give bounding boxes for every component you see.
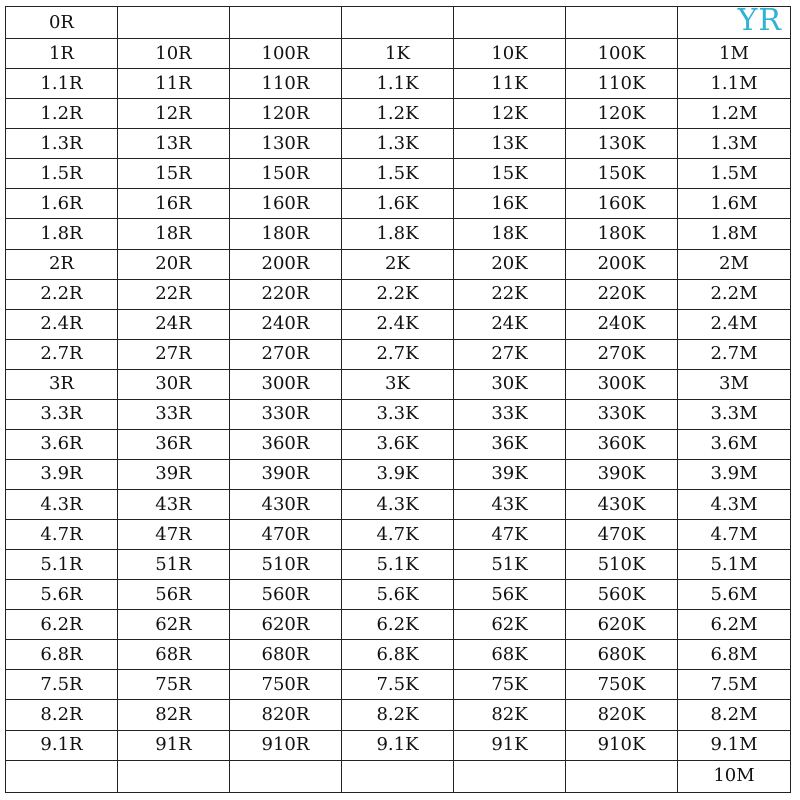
- table-cell: 51R: [118, 550, 230, 580]
- table-cell: 270K: [566, 339, 678, 369]
- table-cell: 510K: [566, 550, 678, 580]
- table-cell: 3.6M: [678, 429, 791, 459]
- table-row: [6, 730, 791, 760]
- table-cell: 750K: [566, 670, 678, 700]
- table-cell: 820R: [230, 700, 342, 730]
- table-cell: 56R: [118, 580, 230, 610]
- table-cell: 3.3M: [678, 399, 791, 429]
- table-cell: 200R: [230, 249, 342, 279]
- table-cell: 91K: [454, 730, 566, 760]
- table-row: [6, 309, 791, 339]
- table-cell: 43R: [118, 490, 230, 520]
- table-row: [6, 550, 791, 580]
- table-cell: 22K: [454, 279, 566, 309]
- table-cell: 8.2M: [678, 700, 791, 730]
- table-cell: 24K: [454, 309, 566, 339]
- table-cell: 620R: [230, 610, 342, 640]
- table-cell: 120K: [566, 99, 678, 129]
- table-cell: 39R: [118, 459, 230, 489]
- table-cell: 1.3K: [342, 129, 454, 159]
- table-cell: 1.5K: [342, 159, 454, 189]
- table-cell: 4.3R: [6, 490, 118, 520]
- table-cell: 680K: [566, 640, 678, 670]
- table-cell: 62K: [454, 610, 566, 640]
- table-cell: 18R: [118, 219, 230, 249]
- table-cell: 2.4R: [6, 309, 118, 339]
- table-cell: 10R: [118, 39, 230, 69]
- table-row: [6, 129, 791, 159]
- table-cell: 200K: [566, 249, 678, 279]
- table-cell: 160R: [230, 189, 342, 219]
- table-cell: 62R: [118, 610, 230, 640]
- table-cell: 91R: [118, 730, 230, 760]
- table-cell: 1.8R: [6, 219, 118, 249]
- table-cell: 36K: [454, 429, 566, 459]
- table-cell: 16R: [118, 189, 230, 219]
- table-cell: 1M: [678, 39, 791, 69]
- table-row: [6, 459, 791, 489]
- table-cell: 1.6R: [6, 189, 118, 219]
- table-cell: 22R: [118, 279, 230, 309]
- table-cell: 3.3K: [342, 399, 454, 429]
- table-cell: 1K: [342, 39, 454, 69]
- table-cell: 100R: [230, 39, 342, 69]
- table-cell: 11K: [454, 69, 566, 99]
- table-cell: 9.1K: [342, 730, 454, 760]
- table-cell: 1.8K: [342, 219, 454, 249]
- table-cell: 2.7K: [342, 339, 454, 369]
- table-cell: 33K: [454, 399, 566, 429]
- table-cell-logo: [678, 7, 791, 39]
- table-cell: [454, 7, 566, 39]
- table-cell: 220K: [566, 279, 678, 309]
- table-row: [6, 99, 791, 129]
- table-row: [6, 219, 791, 249]
- table-cell: 51K: [454, 550, 566, 580]
- table-row: [6, 700, 791, 730]
- table-cell: 390R: [230, 459, 342, 489]
- table-cell: [118, 760, 230, 792]
- table-cell: 300K: [566, 369, 678, 399]
- table-cell: 6.2M: [678, 610, 791, 640]
- table-cell: 430K: [566, 490, 678, 520]
- table-cell: 160K: [566, 189, 678, 219]
- table-cell: 1.2R: [6, 99, 118, 129]
- table-cell: 47K: [454, 520, 566, 550]
- table-cell: 470R: [230, 520, 342, 550]
- table-cell: 16K: [454, 189, 566, 219]
- table-cell: 1.3M: [678, 129, 791, 159]
- table-cell: 6.2K: [342, 610, 454, 640]
- table-row: [6, 580, 791, 610]
- table-cell: 910K: [566, 730, 678, 760]
- table-cell: 8.2R: [6, 700, 118, 730]
- table-cell: 1.1K: [342, 69, 454, 99]
- table-cell: 75R: [118, 670, 230, 700]
- table-cell: 510R: [230, 550, 342, 580]
- table-cell: 6.8K: [342, 640, 454, 670]
- table-cell: 180R: [230, 219, 342, 249]
- table-cell: 6.2R: [6, 610, 118, 640]
- table-cell: 3.9R: [6, 459, 118, 489]
- table-cell: 75K: [454, 670, 566, 700]
- table-cell: 20K: [454, 249, 566, 279]
- table-cell: 1R: [6, 39, 118, 69]
- table-row: [6, 610, 791, 640]
- table-row: [6, 279, 791, 309]
- table-cell: 680R: [230, 640, 342, 670]
- table-cell: 33R: [118, 399, 230, 429]
- table-cell: 4.7R: [6, 520, 118, 550]
- table-cell: 4.3M: [678, 490, 791, 520]
- table-cell: 20R: [118, 249, 230, 279]
- table-cell: 13R: [118, 129, 230, 159]
- table-cell: [230, 7, 342, 39]
- table-cell: 1.8M: [678, 219, 791, 249]
- table-row: [6, 490, 791, 520]
- table-cell: 24R: [118, 309, 230, 339]
- table-cell: 3.3R: [6, 399, 118, 429]
- table-cell: 18K: [454, 219, 566, 249]
- table-row: [6, 429, 791, 459]
- table-cell: 2.4M: [678, 309, 791, 339]
- table-cell: 6.8R: [6, 640, 118, 670]
- table-cell: 1.2K: [342, 99, 454, 129]
- table-cell: 430R: [230, 490, 342, 520]
- table-cell: 3.9K: [342, 459, 454, 489]
- table-cell: 130K: [566, 129, 678, 159]
- table-cell: 82K: [454, 700, 566, 730]
- table-cell: 1.5M: [678, 159, 791, 189]
- table-cell: 9.1M: [678, 730, 791, 760]
- table-cell: 47R: [118, 520, 230, 550]
- table-cell: 5.1M: [678, 550, 791, 580]
- table-cell: 5.1K: [342, 550, 454, 580]
- table-cell: 240R: [230, 309, 342, 339]
- table-cell: 2.7M: [678, 339, 791, 369]
- table-cell: 82R: [118, 700, 230, 730]
- table-row: [6, 399, 791, 429]
- table-cell: 4.3K: [342, 490, 454, 520]
- table-cell: 2M: [678, 249, 791, 279]
- table-row-header: [6, 7, 791, 39]
- table-cell: 12K: [454, 99, 566, 129]
- table-cell: 3R: [6, 369, 118, 399]
- table-cell: 13K: [454, 129, 566, 159]
- table-cell: 560K: [566, 580, 678, 610]
- table-cell: [230, 760, 342, 792]
- table-cell: 27K: [454, 339, 566, 369]
- table-row: [6, 670, 791, 700]
- table-cell: 270R: [230, 339, 342, 369]
- table-cell: 330R: [230, 399, 342, 429]
- table-cell: 68K: [454, 640, 566, 670]
- table-cell: 2.2M: [678, 279, 791, 309]
- table-cell: 15K: [454, 159, 566, 189]
- table-cell: 2.7R: [6, 339, 118, 369]
- table-row-footer: [6, 760, 791, 792]
- table-row: [6, 249, 791, 279]
- table-row: [6, 39, 791, 69]
- table-cell: 3.9M: [678, 459, 791, 489]
- table-cell: 36R: [118, 429, 230, 459]
- table-cell: 1.6K: [342, 189, 454, 219]
- table-cell: 8.2K: [342, 700, 454, 730]
- table-cell: 240K: [566, 309, 678, 339]
- table-cell: 3.6R: [6, 429, 118, 459]
- table-cell: 68R: [118, 640, 230, 670]
- table-cell: 360R: [230, 429, 342, 459]
- table-cell: 560R: [230, 580, 342, 610]
- table-cell: 56K: [454, 580, 566, 610]
- table-cell: 330K: [566, 399, 678, 429]
- table-cell: 130R: [230, 129, 342, 159]
- table-cell: 39K: [454, 459, 566, 489]
- table-cell: 27R: [118, 339, 230, 369]
- table-cell: 12R: [118, 99, 230, 129]
- table-cell: 1.1M: [678, 69, 791, 99]
- table-cell: 2.2R: [6, 279, 118, 309]
- table-cell: 10K: [454, 39, 566, 69]
- resistor-value-table: [5, 6, 791, 793]
- table-cell: 1.6M: [678, 189, 791, 219]
- table-cell: 620K: [566, 610, 678, 640]
- table-cell: 43K: [454, 490, 566, 520]
- brand-logo: YR: [737, 6, 782, 38]
- table-cell: [6, 760, 118, 792]
- table-row: [6, 520, 791, 550]
- table-cell: 7.5R: [6, 670, 118, 700]
- table-cell: 0R: [6, 7, 118, 39]
- table-cell: 220R: [230, 279, 342, 309]
- table-row: [6, 189, 791, 219]
- table-cell: 910R: [230, 730, 342, 760]
- table-row: [6, 339, 791, 369]
- table-cell: 150K: [566, 159, 678, 189]
- table-cell: 3.6K: [342, 429, 454, 459]
- table-cell: 5.6M: [678, 580, 791, 610]
- table-row: [6, 369, 791, 399]
- table-cell: 30R: [118, 369, 230, 399]
- table-cell: 4.7K: [342, 520, 454, 550]
- table-cell: 120R: [230, 99, 342, 129]
- table-cell: [566, 7, 678, 39]
- table-cell: 470K: [566, 520, 678, 550]
- table-cell: 750R: [230, 670, 342, 700]
- table-cell: [342, 7, 454, 39]
- table-cell: [454, 760, 566, 792]
- table-cell: 7.5K: [342, 670, 454, 700]
- table-cell: 7.5M: [678, 670, 791, 700]
- table-cell: [566, 760, 678, 792]
- table-cell: 110K: [566, 69, 678, 99]
- table-cell: 110R: [230, 69, 342, 99]
- table-cell: 2K: [342, 249, 454, 279]
- table-row: [6, 69, 791, 99]
- table-cell: [118, 7, 230, 39]
- table-cell: 11R: [118, 69, 230, 99]
- table-cell: 300R: [230, 369, 342, 399]
- table-cell: 2.2K: [342, 279, 454, 309]
- table-cell: 1.1R: [6, 69, 118, 99]
- table-cell: 30K: [454, 369, 566, 399]
- table-cell: 1.5R: [6, 159, 118, 189]
- table-cell: 1.2M: [678, 99, 791, 129]
- table-cell: 5.6R: [6, 580, 118, 610]
- table-cell: 180K: [566, 219, 678, 249]
- table-row: [6, 159, 791, 189]
- table-cell: 4.7M: [678, 520, 791, 550]
- table-cell: 9.1R: [6, 730, 118, 760]
- table-cell: 100K: [566, 39, 678, 69]
- table-row: [6, 640, 791, 670]
- table-cell: 390K: [566, 459, 678, 489]
- table-cell: [342, 760, 454, 792]
- table-cell: 6.8M: [678, 640, 791, 670]
- table-cell: 820K: [566, 700, 678, 730]
- table-cell: 5.6K: [342, 580, 454, 610]
- table-cell: 1.3R: [6, 129, 118, 159]
- table-cell: 150R: [230, 159, 342, 189]
- table-cell: 15R: [118, 159, 230, 189]
- table-cell: 2.4K: [342, 309, 454, 339]
- table-cell: 5.1R: [6, 550, 118, 580]
- table-cell: 3M: [678, 369, 791, 399]
- table-cell: 360K: [566, 429, 678, 459]
- table-body: [6, 7, 791, 793]
- table-cell: 10M: [678, 760, 791, 792]
- table-cell: 3K: [342, 369, 454, 399]
- table-cell: 2R: [6, 249, 118, 279]
